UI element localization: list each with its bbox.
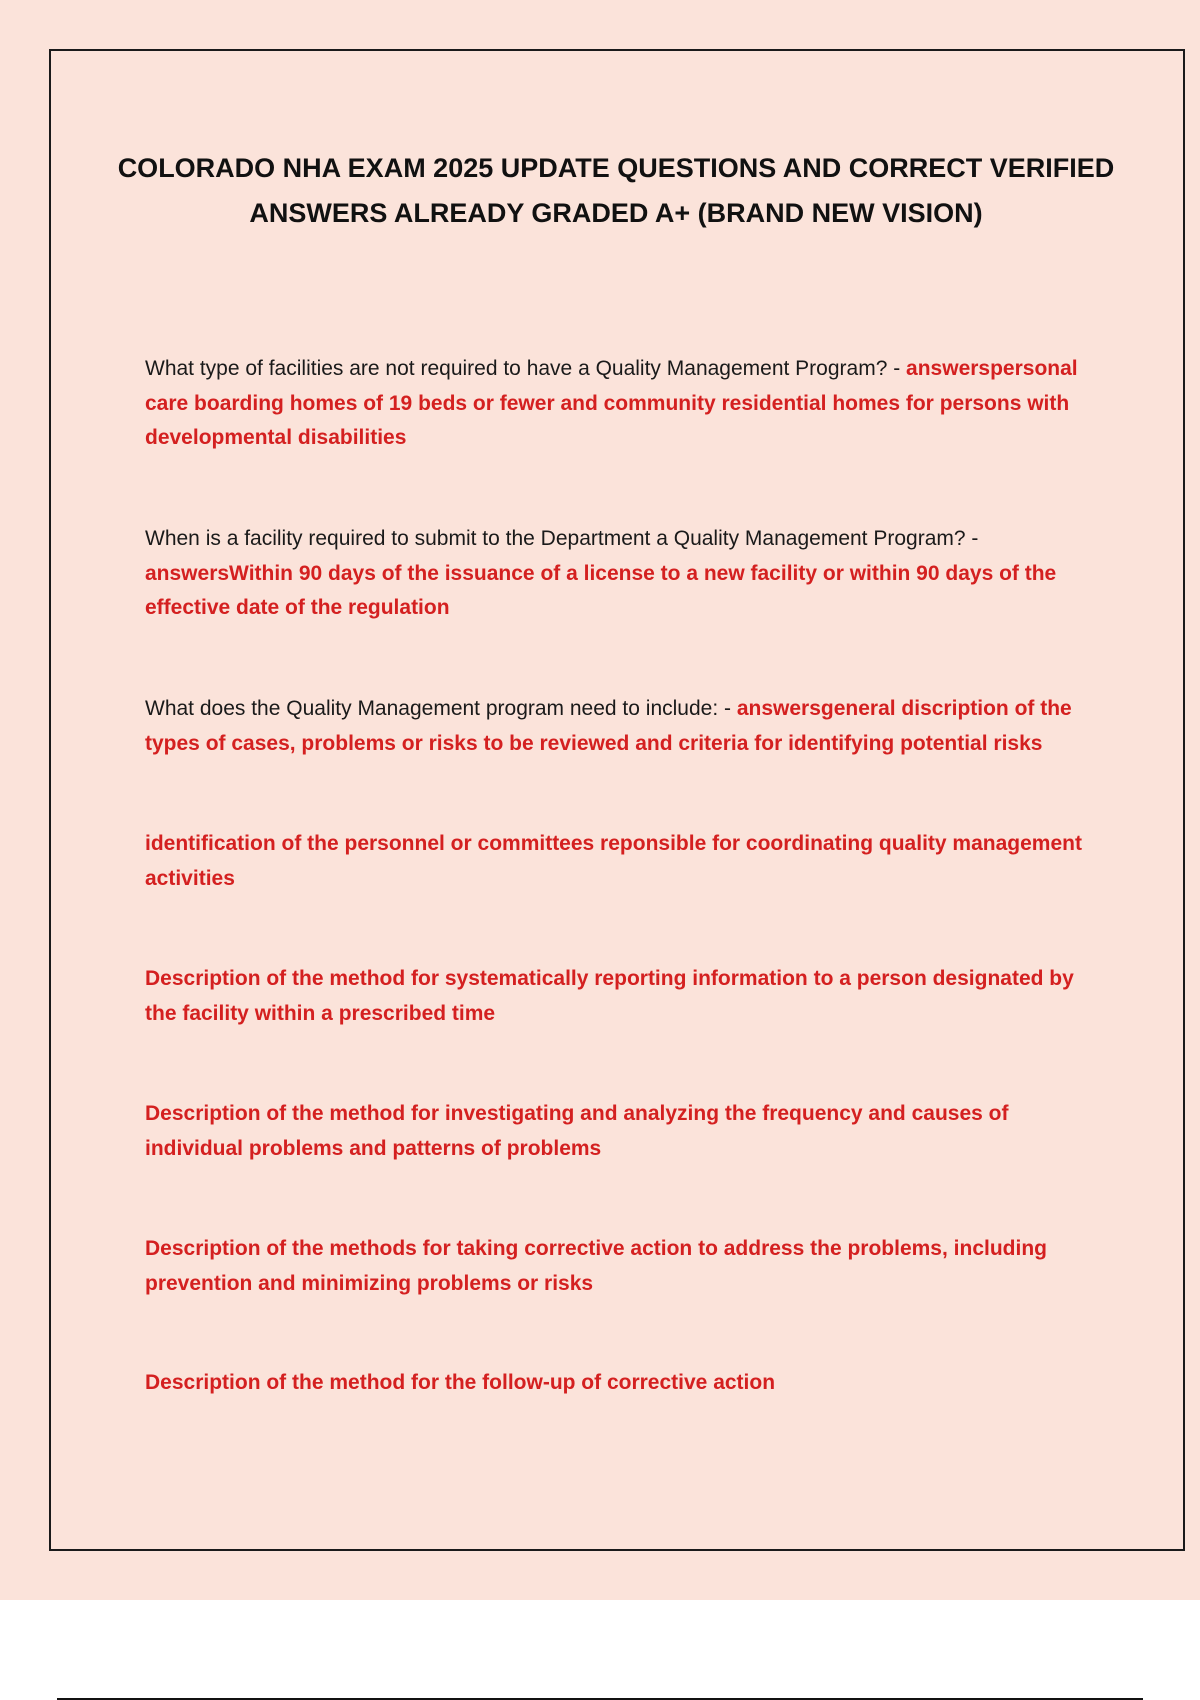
document-frame [49,49,1185,1551]
answer-text: identification of the personnel or committees reponsible for coordinating quality management activities [145,832,1082,890]
question-text: When is a facility required to submit to the Department a Quality Management Program? - [145,527,979,550]
qa-item-8 [145,1366,1090,1401]
answer-text: Description of the method for the follow-up of corrective action [145,1371,776,1394]
qa-item-3 [145,692,1090,761]
question-text: What type of facilities are not required to have a Quality Management Program? - [145,357,907,380]
qa-item-4 [145,827,1090,896]
answer-text: Description of the methods for taking corrective action to address the problems, including prevention and minimizing problems or risks [145,1237,1047,1295]
answer-text: answersgeneral discription of the types of cases, problems or risks to be reviewed and criteria for identifying potential risks [145,697,1072,755]
question-text: What does the Quality Management program need to include: - [145,697,737,720]
qa-item-6 [145,1097,1090,1166]
qa-item-5 [145,962,1090,1031]
qa-item-7 [145,1232,1090,1301]
document-title: COLORADO NHA EXAM 2025 UPDATE QUESTIONS AND CORRECT VERIFIED ANSWERS ALREADY GRADED A+ (BRAND NEW VISION) [117,153,1115,228]
answer-text: Description of the method for investigating and analyzing the frequency and causes of individual problems and patterns of problems [145,1102,1009,1160]
answer-text: answerspersonal care boarding homes of 19 beds or fewer and community residential homes for persons with developmental disabilities [145,357,1078,449]
qa-item-2 [145,522,1090,626]
answer-text: Description of the method for systematically reporting information to a person designated by the facility within a prescribed time [145,967,1074,1025]
answer-text: answersWithin 90 days of the issuance of a license to a new facility or within 90 days of the effective date of the regulation [145,561,1057,619]
qa-item-1 [145,352,1090,456]
